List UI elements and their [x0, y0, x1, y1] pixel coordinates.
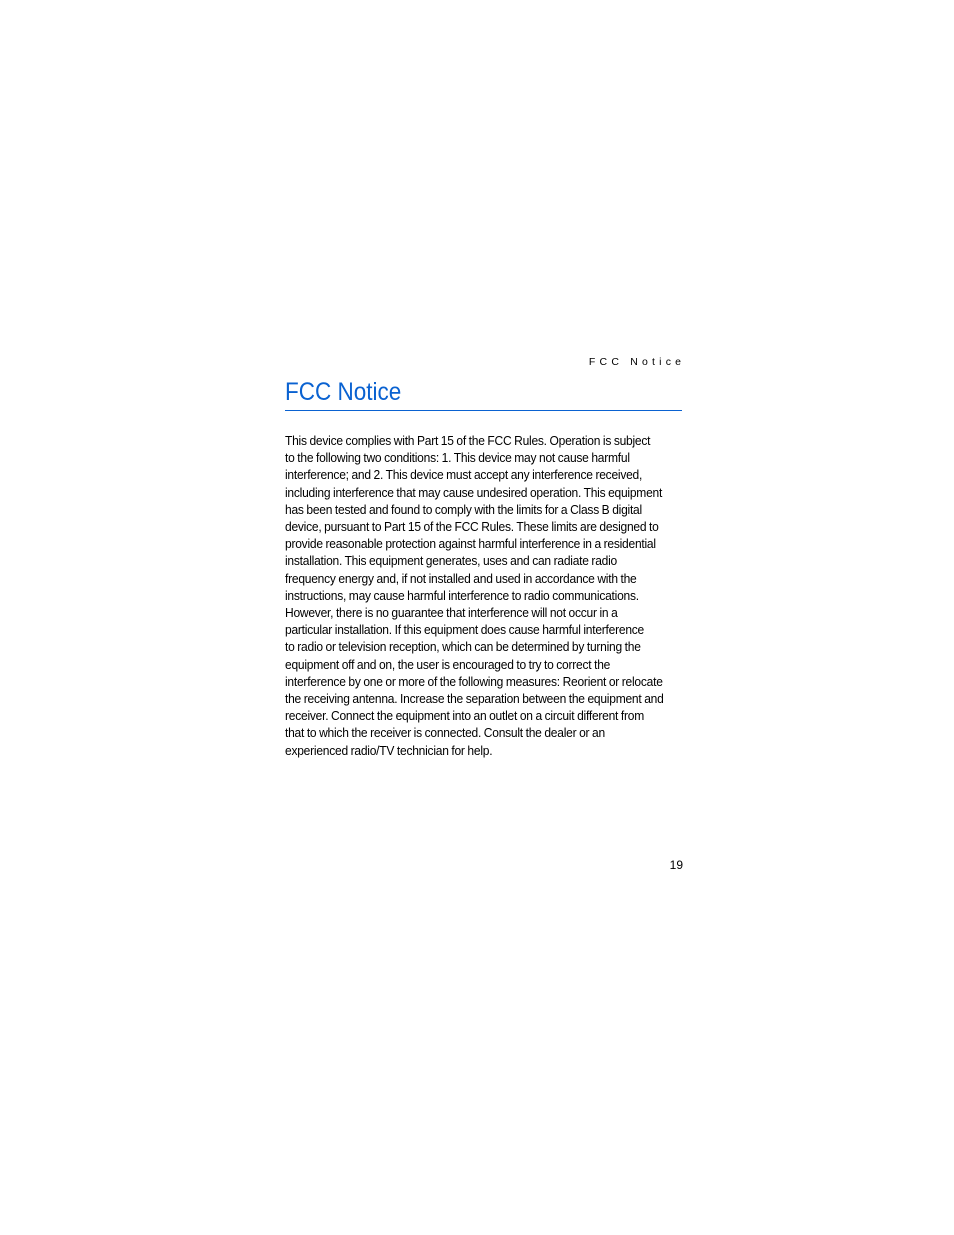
paragraph-line: experienced radio/TV technician for help. — [285, 743, 493, 758]
paragraph-line: including interference that may cause undesired operation. This equipment — [285, 485, 663, 500]
paragraph-line: provide reasonable protection against harmful interference in a residential — [285, 537, 656, 552]
paragraph-line: frequency energy and, if not installed and used in accordance with the — [285, 571, 637, 586]
paragraph-line: particular installation. If this equipment does cause harmful interference — [285, 623, 645, 638]
section-title: FCC Notice — [285, 378, 402, 406]
paragraph-line: that to which the receiver is connected. Consult the dealer or an — [285, 726, 605, 741]
paragraph-line: to the following two conditions: 1. This device may not cause harmful — [285, 451, 630, 466]
paragraph-line: receiver. Connect the equipment into an outlet on a circuit different from — [285, 709, 644, 724]
page-number: 19 — [669, 858, 683, 872]
paragraph-line: However, there is no guarantee that interference will not occur in a — [285, 606, 618, 621]
running-header: FCC Notice — [588, 356, 686, 368]
paragraph-line: device, pursuant to Part 15 of the FCC Rules. These limits are designed to — [285, 520, 659, 535]
paragraph-line: equipment off and on, the user is encouraged to try to correct the — [285, 657, 611, 672]
paragraph-line: has been tested and found to comply with the limits for a Class B digital — [285, 502, 642, 517]
paragraph-line: to radio or television reception, which can be determined by turning the — [285, 640, 641, 655]
paragraph-line: instructions, may cause harmful interference to radio communications. — [285, 588, 639, 603]
paragraph-line: the receiving antenna. Increase the separation between the equipment and — [285, 692, 664, 707]
paragraph-line: installation. This equipment generates, uses and can radiate radio — [285, 554, 617, 569]
paragraph-line: interference by one or more of the following measures: Reorient or relocate — [285, 674, 663, 689]
paragraph-line: This device complies with Part 15 of the FCC Rules. Operation is subject — [285, 434, 651, 448]
fcc-notice-paragraph — [285, 433, 678, 760]
title-underline-rule — [285, 410, 682, 411]
paragraph-line: interference; and 2. This device must accept any interference received, — [285, 468, 643, 483]
